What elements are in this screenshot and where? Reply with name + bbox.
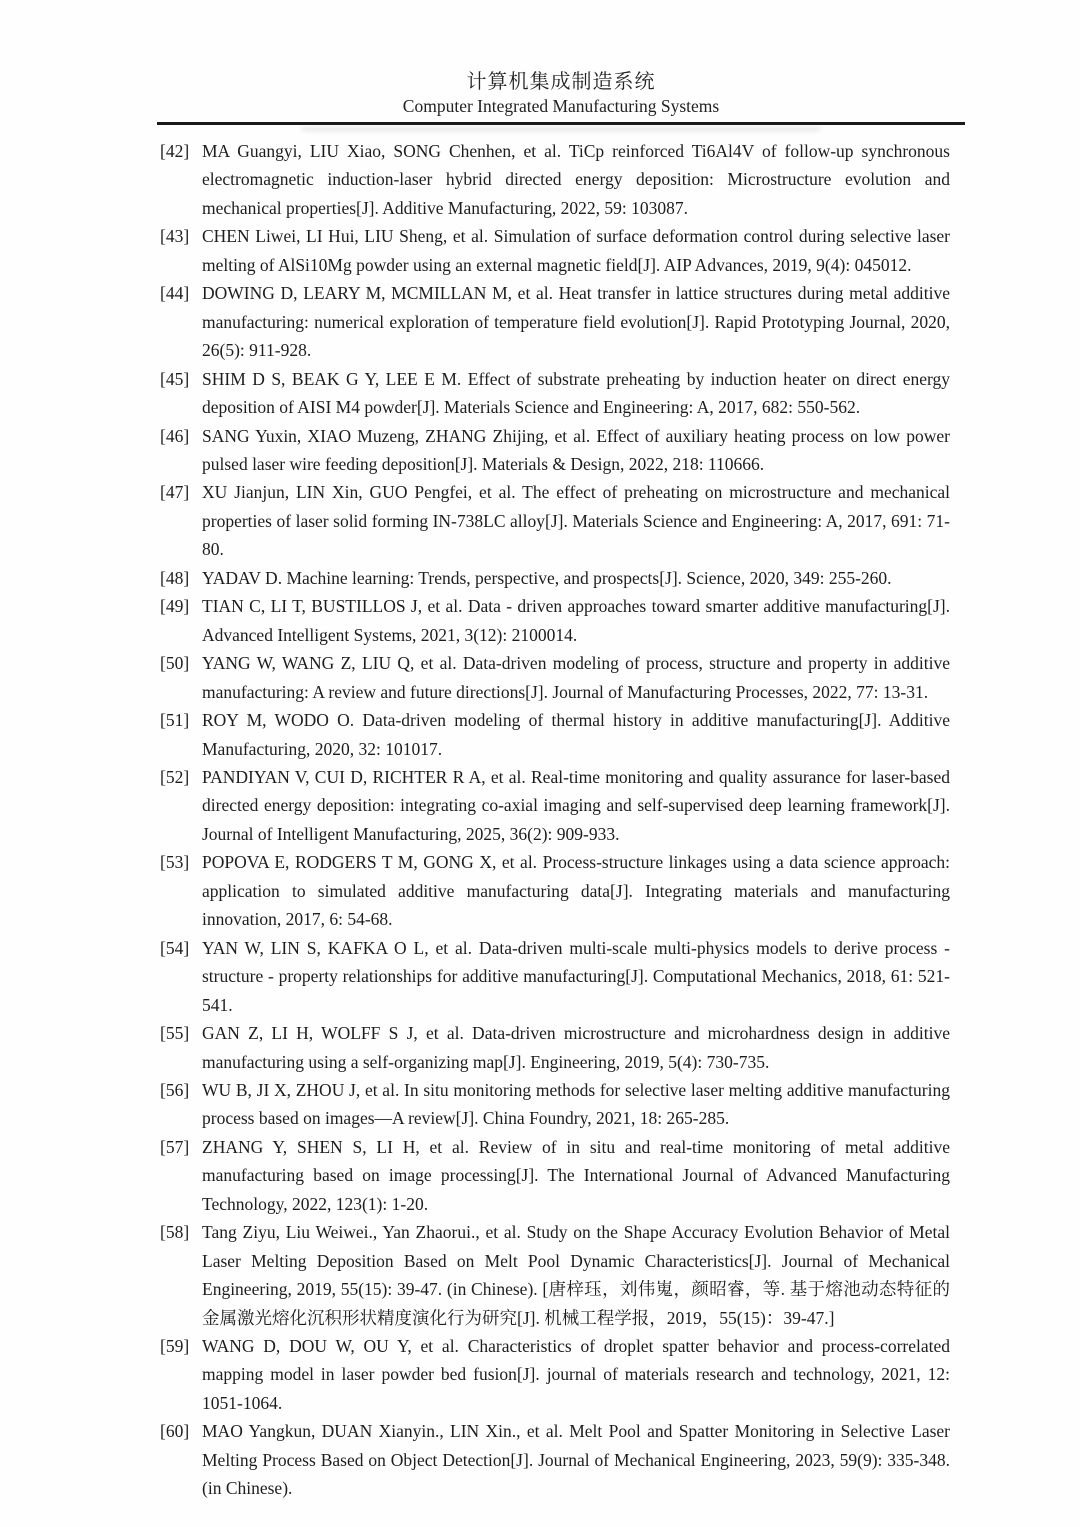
reference-number: [60]	[160, 1421, 190, 1442]
reference-item	[160, 478, 950, 563]
reference-item	[160, 222, 950, 279]
reference-number: [43]	[160, 226, 190, 247]
reference-item	[160, 1417, 950, 1502]
reference-text: GAN Z, LI H, WOLFF S J, et al. Data-driven microstructure and microhardness design in additive manufacturing using a self-organizing map[J]. Engineering, 2019, 5(4): 730-735.	[202, 1023, 950, 1072]
reference-item	[160, 1332, 950, 1417]
reference-item	[160, 137, 950, 222]
reference-text: WANG D, DOU W, OU Y, et al. Characteristics of droplet spatter behavior and process-correlated mapping model in laser powder bed fusion[J]. journal of materials research and technology, 2021, 12: 1051-1064.	[202, 1336, 950, 1413]
reference-item	[160, 706, 950, 763]
reference-number: [52]	[160, 766, 190, 787]
reference-number: [47]	[160, 482, 190, 503]
reference-number: [57]	[160, 1136, 190, 1157]
reference-number: [44]	[160, 283, 190, 304]
reference-item	[160, 365, 950, 422]
reference-text: DOWING D, LEARY M, MCMILLAN M, et al. Heat transfer in lattice structures during metal additive manufacturing: numerical exploration of temperature field evolution[J]. Rapid Prototyping Journal, 2020, 26(5): 911-928.	[202, 283, 950, 361]
journal-header	[157, 70, 965, 125]
reference-item	[160, 279, 950, 364]
reference-text: POPOVA E, RODGERS T M, GONG X, et al. Process-structure linkages using a data science approach: application to simulated additive manufacturing data[J]. Integrating materials and manufacturing innovation, 2017, 6: 54-68.	[202, 852, 950, 930]
reference-number: [48]	[160, 567, 190, 588]
journal-title-english: Computer Integrated Manufacturing Systems	[402, 96, 720, 116]
reference-text: SANG Yuxin, XIAO Muzeng, ZHANG Zhijing, et al. Effect of auxiliary heating process on low power pulsed laser wire feeding deposition[J]. Materials & Design, 2022, 218: 110666.	[202, 425, 950, 474]
reference-text: XU Jianjun, LIN Xin, GUO Pengfei, et al. The effect of preheating on microstructure and mechanical properties of laser solid forming IN-738LC alloy[J]. Materials Science and Engineering: A, 2017, 691: 71-80.	[202, 482, 950, 560]
reference-item	[160, 1218, 950, 1332]
reference-number: [59]	[160, 1336, 190, 1357]
reference-item	[160, 1019, 950, 1076]
reference-number: [46]	[160, 425, 190, 446]
reference-text: ZHANG Y, SHEN S, LI H, et al. Review of in situ and real-time monitoring of metal additive manufacturing based on image processing[J]. The International Journal of Advanced Manufacturing Technology, 2022, 123(1): 1-20.	[202, 1136, 950, 1214]
reference-text: MA Guangyi, LIU Xiao, SONG Chenhen, et al. TiCp reinforced Ti6Al4V of follow-up synchronous electromagnetic induction-laser hybrid directed energy deposition: Microstructure evolution and mechanical properties[J]. Additive Manufacturing, 2022, 59: 103087.	[202, 141, 950, 218]
reference-text: YADAV D. Machine learning: Trends, perspective, and prospects[J]. Science, 2020, 349: 255-260.	[202, 567, 892, 588]
reference-number: [49]	[160, 596, 190, 617]
reference-text: SHIM D S, BEAK G Y, LEE E M. Effect of substrate preheating by induction heater on direct energy deposition of AISI M4 powder[J]. Materials Science and Engineering: A, 2017, 682: 550-562.	[202, 368, 950, 418]
reference-text: MAO Yangkun, DUAN Xianyin., LIN Xin., et al. Melt Pool and Spatter Monitoring in Selective Laser Melting Process Based on Object Detection[J]. Journal of Mechanical Engineering, 2023, 59(9): 335-348. (in Chinese).	[202, 1421, 950, 1499]
reference-text: WU B, JI X, ZHOU J, et al. In situ monitoring methods for selective laser melting additive manufacturing process based on images—A review[J]. China Foundry, 2021, 18: 265-285.	[202, 1079, 950, 1129]
journal-title-chinese: 计算机集成制造系统	[466, 71, 656, 93]
reference-item	[160, 934, 950, 1019]
header-rule	[157, 122, 965, 125]
reference-item	[160, 649, 950, 706]
reference-item	[160, 1133, 950, 1218]
reference-number: [56]	[160, 1079, 190, 1100]
reference-number: [50]	[160, 653, 190, 674]
reference-number: [53]	[160, 852, 190, 873]
reference-item	[160, 422, 950, 479]
reference-number: [54]	[160, 937, 190, 958]
reference-item	[160, 592, 950, 649]
reference-text: Tang Ziyu, Liu Weiwei., Yan Zhaorui., et al. Study on the Shape Accuracy Evolution Behavior of Metal Laser Melting Deposition Based on Melt Pool Dynamic Characteristics[J]. Journal of Mechanical Engineering, 2019, 55(15): 39-47. (in Chinese). [唐梓珏，刘伟嵬，颜昭睿，等. 基于熔池动态特征的金属激光熔化沉积形状精度演化行为研究[J]. 机械工程学报，2019，55(15)：39-47.]	[202, 1222, 950, 1328]
reference-text: ROY M, WODO O. Data-driven modeling of thermal history in additive manufacturing[J]. Additive Manufacturing, 2020, 32: 101017.	[202, 710, 950, 759]
reference-text: YANG W, WANG Z, LIU Q, et al. Data-driven modeling of process, structure and property in additive manufacturing: A review and future directions[J]. Journal of Manufacturing Processes, 2022, 77: 13-31.	[202, 653, 950, 702]
reference-text: CHEN Liwei, LI Hui, LIU Sheng, et al. Simulation of surface deformation control during selective laser melting of AlSi10Mg powder using an external magnetic field[J]. AIP Advances, 2019, 9(4): 045012.	[202, 226, 950, 275]
reference-number: [45]	[160, 368, 190, 389]
reference-number: [42]	[160, 141, 190, 161]
reference-item	[160, 763, 950, 848]
references-list	[160, 137, 950, 1503]
reference-number: [55]	[160, 1023, 190, 1044]
reference-number: [58]	[160, 1222, 190, 1243]
reference-text: TIAN C, LI T, BUSTILLOS J, et al. Data - driven approaches toward smarter additive manufacturing[J]. Advanced Intelligent Systems, 2021, 3(12): 2100014.	[202, 596, 950, 645]
reference-text: PANDIYAN V, CUI D, RICHTER R A, et al. Real-time monitoring and quality assurance for laser-based directed energy deposition: integrating co-axial imaging and self-supervised deep learning framework[J]. Journal of Intelligent Manufacturing, 2025, 36(2): 909-933.	[202, 766, 950, 844]
reference-number: [51]	[160, 710, 190, 731]
reference-item	[160, 848, 950, 933]
reference-text: YAN W, LIN S, KAFKA O L, et al. Data-driven multi-scale multi-physics models to derive process - structure - property relationships for additive manufacturing[J]. Computational Mechanics, 2018, 61: 521-541.	[202, 937, 950, 1015]
reference-item	[160, 564, 950, 592]
reference-item	[160, 1076, 950, 1133]
